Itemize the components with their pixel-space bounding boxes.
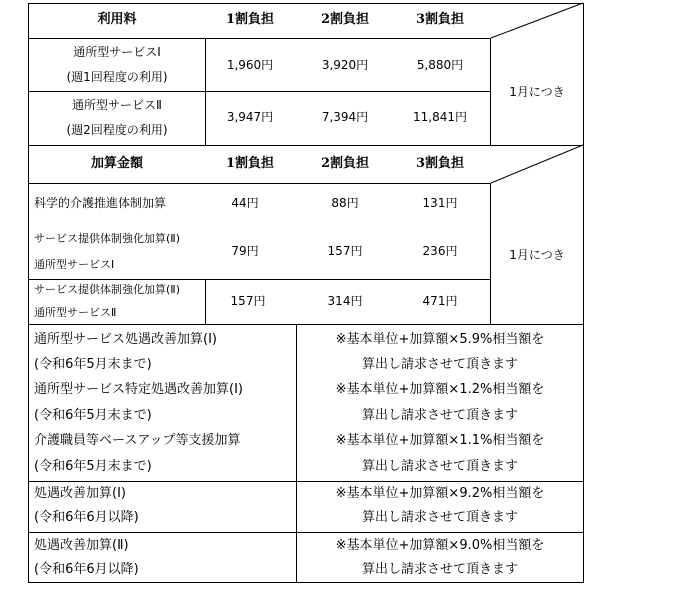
- service-2-price-1: 3,947円: [226, 110, 274, 124]
- addon-1-price-3: 131円: [422, 196, 458, 210]
- improvement-2-note-2: 算出し請求させて頂きます: [361, 408, 519, 423]
- improvement-3-name: 介護職員等ベースアップ等支援加算: [34, 433, 241, 448]
- improvement-5-name: 処遇改善加算(Ⅱ): [34, 538, 129, 553]
- improvement-2-name: 通所型サービス特定処遇改善加算(Ⅰ): [34, 382, 243, 397]
- addon-3-price-1: 157円: [230, 294, 266, 308]
- addon-3-price-3: 471円: [422, 294, 458, 308]
- service-2-note: (週2回程度の利用): [66, 123, 168, 137]
- addon-3-note: 通所型サービスⅡ: [34, 306, 117, 319]
- header-2wari: 2割負担: [320, 12, 370, 27]
- improvement-4-note: ※基本単位+加算額×9.2%相当額を: [335, 486, 545, 501]
- addon-2-price-3: 236円: [422, 244, 458, 258]
- improvement-1-note: ※基本単位+加算額×5.9%相当額を: [335, 332, 545, 347]
- addon-2-note: 通所型サービスⅠ: [34, 258, 115, 271]
- service-1-name: 通所型サービスⅠ: [73, 45, 161, 59]
- improvement-2-note: ※基本単位+加算額×1.2%相当額を: [335, 382, 545, 397]
- improvement-3-note-2: 算出し請求させて頂きます: [361, 459, 519, 474]
- addon-3-price-2: 314円: [327, 294, 363, 308]
- improvement-1-period: (令和6年5月末まで): [34, 357, 152, 372]
- service-2-name: 通所型サービスⅡ: [72, 98, 162, 112]
- addon-header-1wari: 1割負担: [225, 156, 275, 171]
- addon-header-3wari: 3割負担: [415, 156, 465, 171]
- improvement-5-note-2: 算出し請求させて頂きます: [361, 562, 519, 577]
- service-1-price-3: 5,880円: [416, 58, 464, 72]
- service-1-note: (週1回程度の利用): [66, 70, 168, 84]
- addon-2-price-1: 79円: [231, 244, 259, 258]
- improvement-4-name: 処遇改善加算(Ⅰ): [34, 486, 126, 501]
- addon-2-name: サービス提供体制強化加算(Ⅱ): [34, 232, 180, 245]
- service-1-price-2: 3,920円: [321, 58, 369, 72]
- addon-1-price-2: 88円: [331, 196, 359, 210]
- addon-1-name: 科学的介護推進体制加算: [34, 196, 167, 210]
- improvement-5-period: (令和6年6月以降): [34, 562, 139, 577]
- service-2-price-2: 7,394円: [321, 110, 369, 124]
- header-addon: 加算金額: [90, 156, 144, 171]
- header-1wari: 1割負担: [225, 12, 275, 27]
- improvement-2-period: (令和6年5月末まで): [34, 408, 152, 423]
- addon-header-2wari: 2割負担: [320, 156, 370, 171]
- service-1-price-1: 1,960円: [226, 58, 274, 72]
- monthly-unit-top: 1月につき: [509, 85, 565, 99]
- header-3wari: 3割負担: [415, 12, 465, 27]
- improvement-1-note-2: 算出し請求させて頂きます: [361, 357, 519, 372]
- addon-3-name: サービス提供体制強化加算(Ⅱ): [34, 283, 180, 296]
- improvement-4-period: (令和6年6月以降): [34, 510, 139, 525]
- header-fee: 利用料: [97, 12, 137, 27]
- improvement-5-note: ※基本単位+加算額×9.0%相当額を: [335, 538, 545, 553]
- improvement-3-note: ※基本単位+加算額×1.1%相当額を: [335, 433, 545, 448]
- service-2-price-3: 11,841円: [413, 110, 467, 124]
- addon-2-price-2: 157円: [327, 244, 363, 258]
- monthly-unit-addon: 1月につき: [509, 248, 565, 262]
- improvement-1-name: 通所型サービス処遇改善加算(Ⅰ): [34, 332, 217, 347]
- improvement-4-note-2: 算出し請求させて頂きます: [361, 510, 519, 525]
- addon-1-price-1: 44円: [231, 196, 259, 210]
- improvement-3-period: (令和6年5月末まで): [34, 459, 152, 474]
